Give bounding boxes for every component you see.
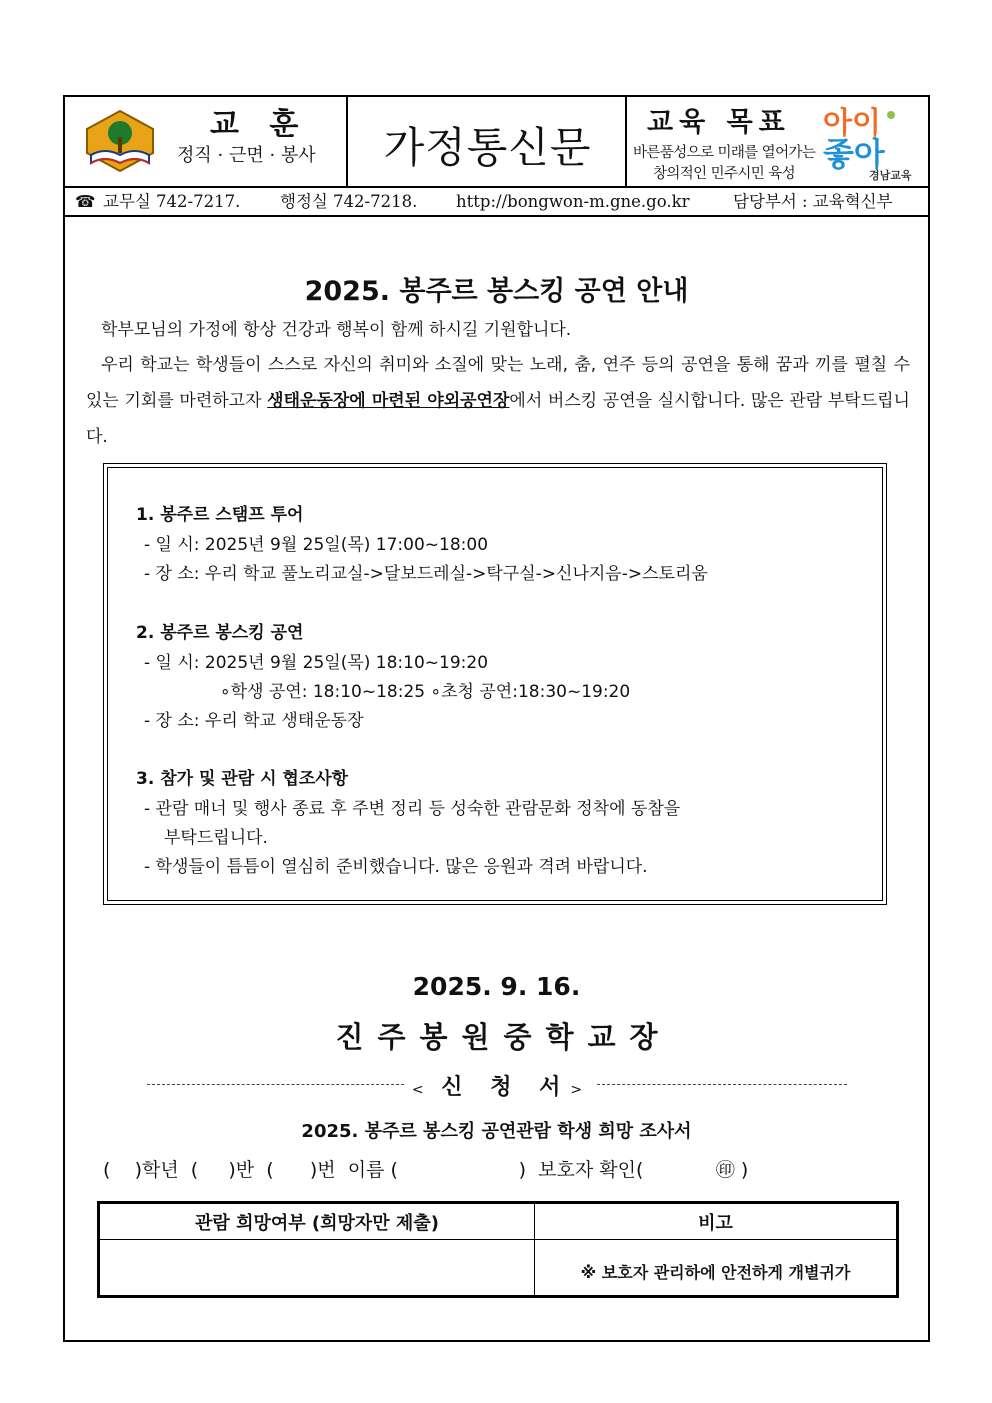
edu-goal-line: 바른품성으로 미래를 열어가는 xyxy=(633,145,816,161)
edu-logo-bottom: 좋아 xyxy=(823,135,885,173)
motto-items: 정직 · 근면 · 봉사 xyxy=(177,145,316,166)
attendance-wish-header: 관람 희망여부 (희망자만 제출) xyxy=(195,1213,439,1234)
section-busking-heading: 2. 봉주르 봉스킹 공연 xyxy=(136,623,304,643)
application-divider xyxy=(147,1070,847,1100)
school-motto-cell xyxy=(65,97,348,186)
section-stamp-tour-heading: 1. 봉주르 스탬프 투어 xyxy=(136,505,304,525)
venue-highlight: 생태운동장에 마련된 야외공연장 xyxy=(267,391,510,411)
department: 담당부서 : 교육혁신부 xyxy=(733,192,893,211)
busking-place: - 장 소: 우리 학교 생태운동장 xyxy=(144,711,364,731)
event-details-box xyxy=(103,463,887,905)
admin-phone: 행정실 742-7218. xyxy=(280,192,418,211)
motto-title: 교 훈 xyxy=(210,107,309,142)
busking-time: - 일 시: 2025년 9월 25일(목) 18:10~19:20 xyxy=(144,653,489,673)
phone-icon: ☎ xyxy=(75,192,96,211)
stamp-tour-place: - 장 소: 우리 학교 풀노리교실->달보드레실->탁구실->신나지음->스토리움 xyxy=(144,564,708,584)
principal-signature: 진주봉원중학교장 xyxy=(335,1020,672,1054)
edu-goal-text xyxy=(633,143,815,185)
attendance-wish-input[interactable] xyxy=(100,1240,534,1295)
survey-title: 2025. 봉주르 봉스킹 공연관람 학생 희망 조사서 xyxy=(301,1121,692,1142)
edu-logo-top: 아이 xyxy=(823,106,881,141)
contact-bar xyxy=(65,188,928,217)
edu-goal-title: 교육 목표 xyxy=(647,107,791,138)
header xyxy=(65,97,928,188)
remarks-value: ※ 보호자 관리하에 안전하게 개별귀가 xyxy=(580,1263,851,1282)
application-title: 신 청 서 xyxy=(441,1075,571,1100)
survey-table xyxy=(97,1201,899,1298)
cooperation-item: - 학생들이 틈틈이 열심히 준비했습니다. 많은 응원과 격려 바랍니다. xyxy=(144,857,648,877)
notice-body-start: 우리 학교는 학생들이 스스로 자신의 취미와 소질에 맞는 노래, 춤, 연주 등의 공연을 통해 꿈과 끼를 펼칠 수 있는 기회를 마련하고자 xyxy=(86,355,910,411)
remarks-header: 비고 xyxy=(698,1213,733,1234)
edu-goal-cell xyxy=(627,97,928,186)
cooperation-item: - 관람 매너 및 행사 종료 후 주변 정리 등 성숙한 관람문화 정착에 동참을 xyxy=(144,799,681,819)
edu-goal-line: 창의적인 민주시민 육성 xyxy=(652,166,796,182)
section-cooperation-heading: 3. 참가 및 관람 시 협조사항 xyxy=(136,769,349,789)
divider-bracket-left: < xyxy=(411,1082,424,1098)
issue-date: 2025. 9. 16. xyxy=(412,972,581,1001)
office-phone: 교무실 742-7217. xyxy=(103,192,241,211)
notice-title: 2025. 봉주르 봉스킹 공연 안내 xyxy=(304,276,689,307)
busking-schedule-detail: ∘학생 공연: 18:10~18:25 ∘초청 공연:18:30~19:20 xyxy=(220,682,631,702)
newsletter-page xyxy=(63,95,930,1342)
divider-bracket-right: > xyxy=(570,1082,583,1098)
school-url-link[interactable]: http://bongwon-m.gne.go.kr xyxy=(456,192,690,211)
edu-logo-caption: 경남교육 xyxy=(869,169,912,181)
cooperation-item-cont: 부탁드립니다. xyxy=(164,828,268,848)
school-logo-icon xyxy=(79,107,161,177)
stamp-tour-time: - 일 시: 2025년 9월 25일(목) 17:00~18:00 xyxy=(144,535,489,555)
notice-body-end: 에서 버스킹 공연을 실시합니다. 많은 관람 부탁드립니다. xyxy=(86,391,910,447)
title-cell xyxy=(348,97,627,186)
gyeongnam-education-logo-icon xyxy=(819,103,917,181)
greeting-text: 학부모님의 가정에 항상 건강과 행복이 함께 하시길 기원합니다. xyxy=(101,320,572,340)
student-info-fill-line[interactable]: ( )학년 ( )반 ( )번 이름 ( ) 보호자 확인( ㊞ ) xyxy=(103,1159,749,1181)
notice-body xyxy=(86,347,910,455)
newsletter-title: 가정통신문 xyxy=(383,123,592,172)
